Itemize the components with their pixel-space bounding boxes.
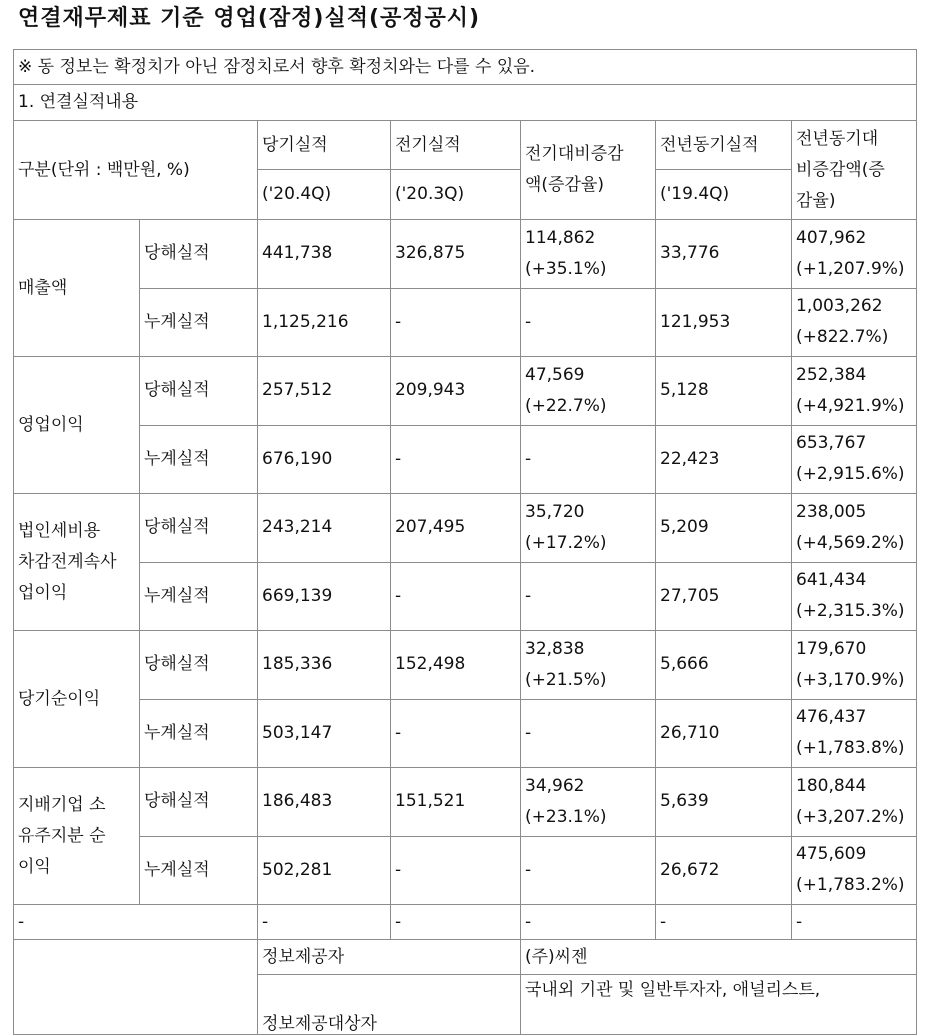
- previous-value: 152,498: [391, 631, 521, 700]
- previous-value: -: [391, 699, 521, 768]
- yoy-change-rate: (+3,207.2%): [796, 806, 905, 827]
- current-value: 1,125,216: [258, 288, 391, 357]
- qoq-change-value: 114,862: [525, 227, 596, 248]
- info-audience-label: 정보제공대상자: [258, 975, 521, 1035]
- row-group-label-line: 당기순이익: [18, 688, 101, 709]
- row-group-label-line: 차감전계속사: [18, 551, 117, 572]
- yoy-change-rate: (+2,915.6%): [796, 464, 905, 485]
- row-type: 당해실적: [140, 768, 258, 837]
- table-row: [14, 288, 917, 357]
- row-type: 당해실적: [140, 494, 258, 563]
- header-yoy-line: 비증감액(증: [796, 159, 885, 180]
- yoy-change-rate: (+2,315.3%): [796, 601, 905, 622]
- current-value: 676,190: [258, 425, 391, 494]
- current-value: 503,147: [258, 699, 391, 768]
- qoq-change: -: [521, 562, 656, 631]
- prior-year-value: 5,639: [656, 768, 792, 837]
- yoy-change: [792, 494, 917, 563]
- row-type: 누계실적: [140, 836, 258, 905]
- prior-year-value: 5,666: [656, 631, 792, 700]
- qoq-change-rate: (+17.2%): [525, 532, 607, 553]
- header-qoq-line: 전기대비증감: [525, 144, 624, 164]
- header-qoq-line: 액(증감율): [525, 175, 604, 195]
- current-value: 669,139: [258, 562, 391, 631]
- current-value: 186,483: [258, 768, 391, 837]
- row-group-label-line: 법인세비용: [18, 520, 101, 541]
- qoq-change: [521, 494, 656, 563]
- row-group-label: [14, 494, 140, 631]
- qoq-change: -: [521, 288, 656, 357]
- qoq-change: [521, 357, 656, 426]
- notice-text: ※ 동 정보는 확정치가 아닌 잠정치로서 향후 확정치와는 다를 수 있음.: [14, 50, 917, 85]
- yoy-change: [792, 631, 917, 700]
- table-row: [14, 768, 917, 837]
- header-previous: 전기실적: [391, 121, 521, 170]
- current-value: 185,336: [258, 631, 391, 700]
- qoq-change-value: 47,569: [525, 364, 585, 385]
- row-type: 누계실적: [140, 699, 258, 768]
- table-row: [14, 494, 917, 563]
- row-group-label-line: 유주지분 순: [18, 825, 106, 846]
- prior-year-value: 26,672: [656, 836, 792, 905]
- yoy-change-rate: (+1,783.8%): [796, 738, 905, 759]
- row-type: 당해실적: [140, 357, 258, 426]
- info-audience-value: 국내외 기관 및 일반투자자, 애널리스트,: [521, 975, 917, 1035]
- qoq-change-rate: (+35.1%): [525, 258, 607, 279]
- table-row: [14, 220, 917, 289]
- row-type: 누계실적: [140, 288, 258, 357]
- info-provider-label: 정보제공자: [258, 940, 521, 975]
- row-type: 누계실적: [140, 562, 258, 631]
- table-row: [14, 357, 917, 426]
- header-yoy-line: 전년동기대: [796, 128, 879, 149]
- row-group-label-line: 업이익: [18, 582, 68, 603]
- yoy-change: [792, 288, 917, 357]
- qoq-change-rate: (+23.1%): [525, 806, 607, 827]
- yoy-change-rate: (+4,921.9%): [796, 395, 905, 416]
- header-prior-year-period: ('19.4Q): [656, 170, 792, 220]
- yoy-change-value: 641,434: [796, 570, 867, 591]
- current-value: 502,281: [258, 836, 391, 905]
- yoy-change: [792, 357, 917, 426]
- qoq-change: -: [521, 836, 656, 905]
- current-value: 441,738: [258, 220, 391, 289]
- previous-value: 209,943: [391, 357, 521, 426]
- current-value: 243,214: [258, 494, 391, 563]
- page-title: 연결재무제표 기준 영업(잠정)실적(공정공시): [18, 6, 481, 31]
- yoy-change-value: 252,384: [796, 364, 867, 385]
- prior-year-value: 27,705: [656, 562, 792, 631]
- yoy-change-value: 238,005: [796, 501, 867, 522]
- prior-year-value: 22,423: [656, 425, 792, 494]
- header-yoy: [792, 121, 917, 220]
- empty-cell: -: [521, 905, 656, 940]
- previous-value: -: [391, 836, 521, 905]
- previous-value: 151,521: [391, 768, 521, 837]
- row-group-label: [14, 220, 140, 357]
- previous-value: -: [391, 288, 521, 357]
- empty-cell: -: [391, 905, 521, 940]
- row-group-label: [14, 631, 140, 768]
- row-type: 당해실적: [140, 631, 258, 700]
- row-group-label-line: 지배기업 소: [18, 794, 106, 815]
- yoy-change-rate: (+1,783.2%): [796, 875, 905, 896]
- table-row: [14, 631, 917, 700]
- prior-year-value: 121,953: [656, 288, 792, 357]
- header-current-period: ('20.4Q): [258, 170, 391, 220]
- row-group-label-line: 영업이익: [18, 414, 84, 435]
- yoy-change: [792, 425, 917, 494]
- qoq-change-value: 32,838: [525, 638, 585, 659]
- table-row: [14, 425, 917, 494]
- info-row-provider: [14, 940, 917, 975]
- qoq-change-value: 34,962: [525, 775, 585, 796]
- earnings-table: [13, 49, 917, 1035]
- prior-year-value: 5,128: [656, 357, 792, 426]
- qoq-change-value: 35,720: [525, 501, 585, 522]
- qoq-change: [521, 631, 656, 700]
- table-row-empty: [14, 905, 917, 940]
- info-provider-value: (주)씨젠: [521, 940, 917, 975]
- table-row: [14, 699, 917, 768]
- yoy-change-value: 1,003,262: [796, 296, 883, 317]
- qoq-change: -: [521, 699, 656, 768]
- header-category: 구분(단위 : 백만원, %): [14, 121, 258, 220]
- qoq-change-rate: (+21.5%): [525, 669, 607, 690]
- header-prior-year: 전년동기실적: [656, 121, 792, 170]
- row-type: 당해실적: [140, 220, 258, 289]
- yoy-change-rate: (+4,569.2%): [796, 532, 905, 553]
- header-current: 당기실적: [258, 121, 391, 170]
- prior-year-value: 33,776: [656, 220, 792, 289]
- qoq-change: -: [521, 425, 656, 494]
- info-blank-cell: [14, 940, 258, 1035]
- qoq-change: [521, 768, 656, 837]
- yoy-change-value: 180,844: [796, 775, 867, 796]
- yoy-change: [792, 836, 917, 905]
- current-value: 257,512: [258, 357, 391, 426]
- header-previous-period: ('20.3Q): [391, 170, 521, 220]
- prior-year-value: 5,209: [656, 494, 792, 563]
- empty-cell: -: [14, 905, 258, 940]
- previous-value: -: [391, 562, 521, 631]
- empty-cell: -: [258, 905, 391, 940]
- yoy-change-rate: (+1,207.9%): [796, 258, 905, 279]
- yoy-change: [792, 562, 917, 631]
- yoy-change-rate: (+3,170.9%): [796, 669, 905, 690]
- empty-cell: -: [656, 905, 792, 940]
- previous-value: -: [391, 425, 521, 494]
- yoy-change: [792, 699, 917, 768]
- section-title: 1. 연결실적내용: [14, 85, 917, 121]
- yoy-change-value: 476,437: [796, 707, 867, 728]
- yoy-change-rate: (+822.7%): [796, 327, 889, 348]
- row-group-label-line: 이익: [18, 856, 51, 877]
- header-qoq: [521, 121, 656, 220]
- yoy-change: [792, 768, 917, 837]
- yoy-change-value: 179,670: [796, 638, 867, 659]
- row-group-label: [14, 357, 140, 494]
- prior-year-value: 26,710: [656, 699, 792, 768]
- yoy-change: [792, 220, 917, 289]
- row-type: 누계실적: [140, 425, 258, 494]
- table-row: [14, 836, 917, 905]
- yoy-change-value: 653,767: [796, 433, 867, 454]
- qoq-change: [521, 220, 656, 289]
- empty-cell: -: [792, 905, 917, 940]
- yoy-change-value: 407,962: [796, 227, 867, 248]
- row-group-label: [14, 768, 140, 905]
- previous-value: 207,495: [391, 494, 521, 563]
- header-yoy-line: 감율): [796, 190, 836, 211]
- qoq-change-rate: (+22.7%): [525, 395, 607, 416]
- table-row: [14, 562, 917, 631]
- row-group-label-line: 매출액: [18, 277, 68, 298]
- yoy-change-value: 475,609: [796, 844, 867, 865]
- previous-value: 326,875: [391, 220, 521, 289]
